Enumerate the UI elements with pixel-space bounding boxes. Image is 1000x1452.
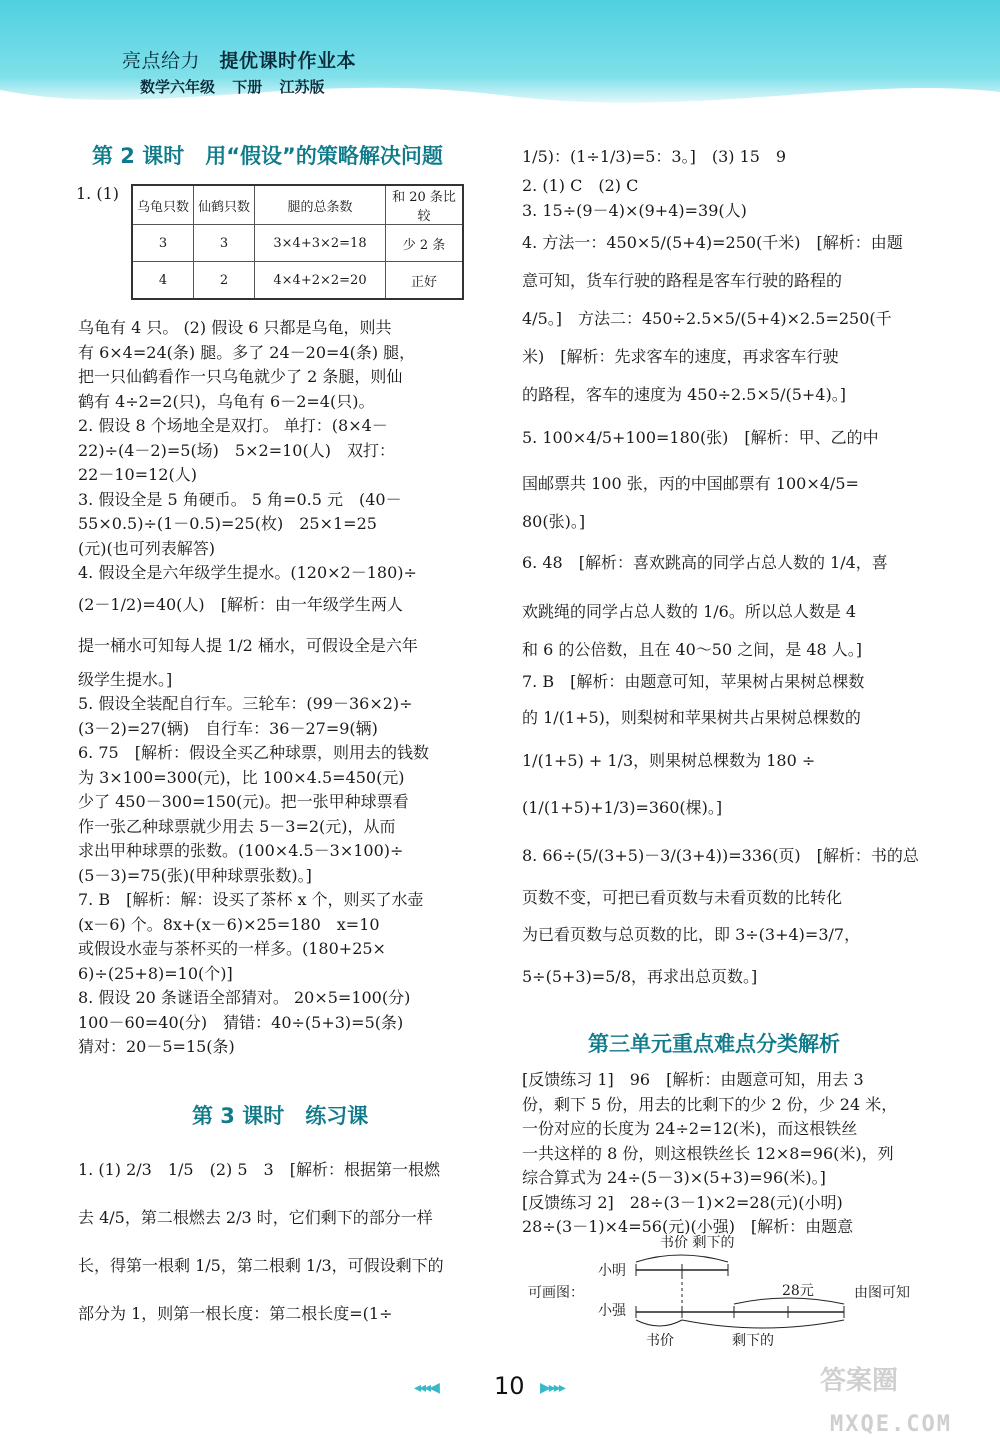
table-row xyxy=(132,225,463,262)
diagram-can-draw: 可画图： xyxy=(528,1285,584,1301)
answer-line: 80(张)。] xyxy=(522,512,586,531)
feedback-answers xyxy=(522,1068,897,1240)
answer-line: 把一只仙鹤看作一只乌龟就少了 2 条腿，则仙 xyxy=(78,367,403,386)
answer-line: 和 6 的公倍数，且在 40～50 之间，是 48 人。] xyxy=(522,640,863,659)
answer-line: (2－1/2)=40(人) [解析：由一年级学生两人 xyxy=(78,594,403,614)
page-number: 10 xyxy=(494,1372,525,1400)
answer-line: 求出甲种球票的张数。(100×4.5－3×100)÷ xyxy=(78,841,404,860)
answer-line: 4. 方法一：450×5/(5+4)=250(千米) [解析：由题 xyxy=(522,233,903,252)
answer-line: 意可知，货车行驶的路程是客车行驶的路程的 xyxy=(522,271,843,290)
answer-line: 5. 假设全装配自行车。三轮车：(99－36×2)÷ xyxy=(78,694,413,713)
answer-line: 6)÷(25+8)=10(个)] xyxy=(78,963,233,983)
answer-line: 作一张乙种球票就少用去 5－3=2(元)，从而 xyxy=(78,816,396,836)
answer-line: 1/(1+5) + 1/3，则果树总棵数为 180 ÷ xyxy=(522,751,816,770)
segment-diagram xyxy=(520,1232,960,1352)
answer-line: 4/5。] 方法二：450÷2.5×5/(5+4)×2.5=250(千 xyxy=(522,309,892,328)
answer-line: 提一桶水可知每人提 1/2 桶水，可假设全是六年 xyxy=(78,635,418,655)
unit-3-title: 第三单元重点难点分类解析 xyxy=(588,1032,840,1056)
answer-line: 2. (1) C (2) C xyxy=(522,176,639,195)
answer-line: 55×0.5)÷(1－0.5)=25(枚) 25×1=25 xyxy=(78,514,377,533)
answer-line: 页数不变，可把已看页数与未看页数的比转化 xyxy=(522,888,843,907)
answer-line: 7. B [解析：由题意可知，苹果树占果树总棵数 xyxy=(522,672,865,691)
table-cell: 3 xyxy=(194,225,255,262)
answer-line: 3. 15÷(9－4)×(9+4)=39(人) xyxy=(522,200,747,220)
table-header: 乌龟只数 xyxy=(132,185,194,225)
answer-line: 的路程，客车的速度为 450÷2.5×5/(5+4)。] xyxy=(522,385,846,404)
answer-line: (元)(也可列表解答) xyxy=(78,538,215,558)
answer-line: 乌龟有 4 只。 (2) 假设 6 只都是乌龟，则共 xyxy=(78,318,392,337)
table-cell: 少 2 条 xyxy=(386,225,464,262)
answer-line: [反馈练习 1] 96 [解析：由题意可知，用去 3 xyxy=(522,1070,864,1089)
answer-line: 有 6×4=24(条) 腿。多了 24－20=4(条) 腿， xyxy=(78,342,416,362)
answer-line: 部分为 1，则第一根长度：第二根长度=(1÷ xyxy=(78,1304,393,1323)
answer-line: 22－10=12(人) xyxy=(78,465,197,484)
table-cell: 4 xyxy=(132,262,194,300)
answer-line: 鹤有 4÷2=2(只)，乌龟有 6－2=4(只)。 xyxy=(78,391,375,411)
watermark-logo: 答案圈 xyxy=(820,1366,899,1396)
lesson-2-title: 第 2 课时 用“假设”的策略解决问题 xyxy=(92,144,443,168)
brand-title: 亮点给力 提优课时作业本 xyxy=(122,50,357,72)
answer-line: 1/5)：(1÷1/3)=5：3。] (3) 15 9 xyxy=(522,147,787,166)
table-header: 和 20 条比较 xyxy=(386,185,464,225)
answer-line: 为已看页数与总页数的比，即 3÷(3+4)=3/7， xyxy=(522,925,861,944)
diagram-xiaoqiang: 小强 xyxy=(598,1303,626,1319)
answer-line: 去 4/5，第二根燃去 2/3 时，它们剩下的部分一样 xyxy=(78,1208,433,1227)
table-header-row xyxy=(132,185,463,225)
answer-line: 少了 450－300=150(元)。把一张甲种球票看 xyxy=(78,792,409,811)
table-cell: 正好 xyxy=(386,262,464,300)
answer-line: 猜对：20－5=15(条) xyxy=(78,1037,235,1056)
lesson-3-answers xyxy=(78,1146,444,1338)
answer-line: 5÷(5+3)=5/8，再求出总页数。] xyxy=(522,967,758,986)
answer-line: 级学生提水。] xyxy=(78,669,173,689)
book-subtitle: 数学六年级 下册 江苏版 xyxy=(140,78,325,96)
diagram-rest-label: 剩下的 xyxy=(732,1333,774,1349)
answer-line: 8. 66÷(5/(3+5)－3/(3+4))=336(页) [解析：书的总 xyxy=(522,846,919,865)
diagram-xiaoming: 小明 xyxy=(598,1263,626,1279)
table-cell: 3×4+3×2=18 xyxy=(255,225,386,262)
table-cell: 4×4+2×2=20 xyxy=(255,262,386,300)
answer-line: 的 1/(1+5)，则梨树和苹果树共占果树总棵数的 xyxy=(522,708,861,727)
q1-prefix: 1. (1) xyxy=(76,184,120,203)
answer-line: 4. 假设全是六年级学生提水。(120×2－180)÷ xyxy=(78,563,417,582)
lesson-3-title: 第 3 课时 练习课 xyxy=(192,1104,369,1128)
answer-line: (3－2)=27(辆) 自行车：36－27=9(辆) xyxy=(78,718,378,738)
table-cell: 2 xyxy=(194,262,255,300)
table-row xyxy=(132,262,463,300)
answer-line: 米) [解析：先求客车的速度，再求客车行驶 xyxy=(522,347,839,366)
answer-line: 2. 假设 8 个场地全是双打。 单打：(8×4－ xyxy=(78,416,388,435)
table-header: 仙鹤只数 xyxy=(194,185,255,225)
answer-line: 一共这样的 8 份，则这根铁丝长 12×8=96(米)，列 xyxy=(522,1143,894,1163)
diagram-lines xyxy=(520,1232,960,1352)
answer-line: (5－3)=75(张)(甲种球票张数)。] xyxy=(78,865,312,885)
answer-line: 3. 假设全是 5 角硬币。 5 角=0.5 元 (40－ xyxy=(78,489,402,509)
diagram-from-fig: 由图可知 xyxy=(854,1285,910,1301)
answer-line: 7. B [解析：解：设买了茶杯 x 个，则买了水壶 xyxy=(78,890,424,909)
answer-line: 为 3×100=300(元)，比 100×4.5=450(元) xyxy=(78,767,405,787)
table-cell: 3 xyxy=(132,225,194,262)
left-answers xyxy=(78,316,429,1060)
watermark-url: MXQE.COM xyxy=(830,1412,952,1437)
answer-line: 综合算式为 24÷(5－3)×(5+3)=96(米)。] xyxy=(522,1168,826,1187)
answer-line: 8. 假设 20 条谜语全部猜对。 20×5=100(分) xyxy=(78,988,411,1007)
answer-line: [反馈练习 2] 28÷(3－1)×2=28(元)(小明) xyxy=(522,1192,843,1212)
answer-line: 22)÷(4－2)=5(场) 5×2=10(人) 双打： xyxy=(78,440,395,460)
answer-line: 长，得第一根剩 1/5，第二根剩 1/3，可假设剩下的 xyxy=(78,1256,444,1275)
answer-line: 一份对应的长度为 24÷2=12(米)，而这根铁丝 xyxy=(522,1119,858,1138)
answer-line: 或假设水壶与茶杯买的一样多。(180+25× xyxy=(78,939,386,958)
answer-line: 欢跳绳的同学占总人数的 1/6。所以总人数是 4 xyxy=(522,602,857,621)
answer-line: 份，剩下 5 份，用去的比剩下的少 2 份，少 24 米， xyxy=(522,1094,898,1114)
diagram-book-label: 书价 xyxy=(646,1333,674,1349)
right-answers xyxy=(522,140,919,999)
answer-line: 6. 48 [解析：喜欢跳高的同学占总人数的 1/4，喜 xyxy=(522,553,888,572)
diagram-top-label: 书价 剩下的 xyxy=(660,1235,735,1251)
prev-arrows-icon: ◂◂◂◀ xyxy=(414,1380,438,1396)
table-header: 腿的总条数 xyxy=(255,185,386,225)
answer-line: 100－60=40(分) 猜错：40÷(5+3)=5(条) xyxy=(78,1012,404,1032)
diagram-amount: 28元 xyxy=(782,1283,814,1299)
answer-line: 1. (1) 2/3 1/5 (2) 5 3 [解析：根据第一根燃 xyxy=(78,1160,440,1179)
answer-line: 5. 100×4/5+100=180(张) [解析：甲、乙的中 xyxy=(522,428,879,447)
answer-line: (x－6) 个。8x+(x－6)×25=180 x=10 xyxy=(78,914,380,934)
assumption-table xyxy=(131,184,464,300)
next-arrows-icon: ▶▸▸▸ xyxy=(540,1380,564,1396)
answer-line: 28÷(3－1)×4=56(元)(小强) [解析：由题意 xyxy=(522,1217,854,1236)
answer-line: (1/(1+5)+1/3)=360(棵)。] xyxy=(522,798,723,817)
answer-line: 6. 75 [解析：假设全买乙种球票，则用去的钱数 xyxy=(78,743,429,762)
answer-line: 国邮票共 100 张，丙的中国邮票有 100×4/5= xyxy=(522,474,859,493)
